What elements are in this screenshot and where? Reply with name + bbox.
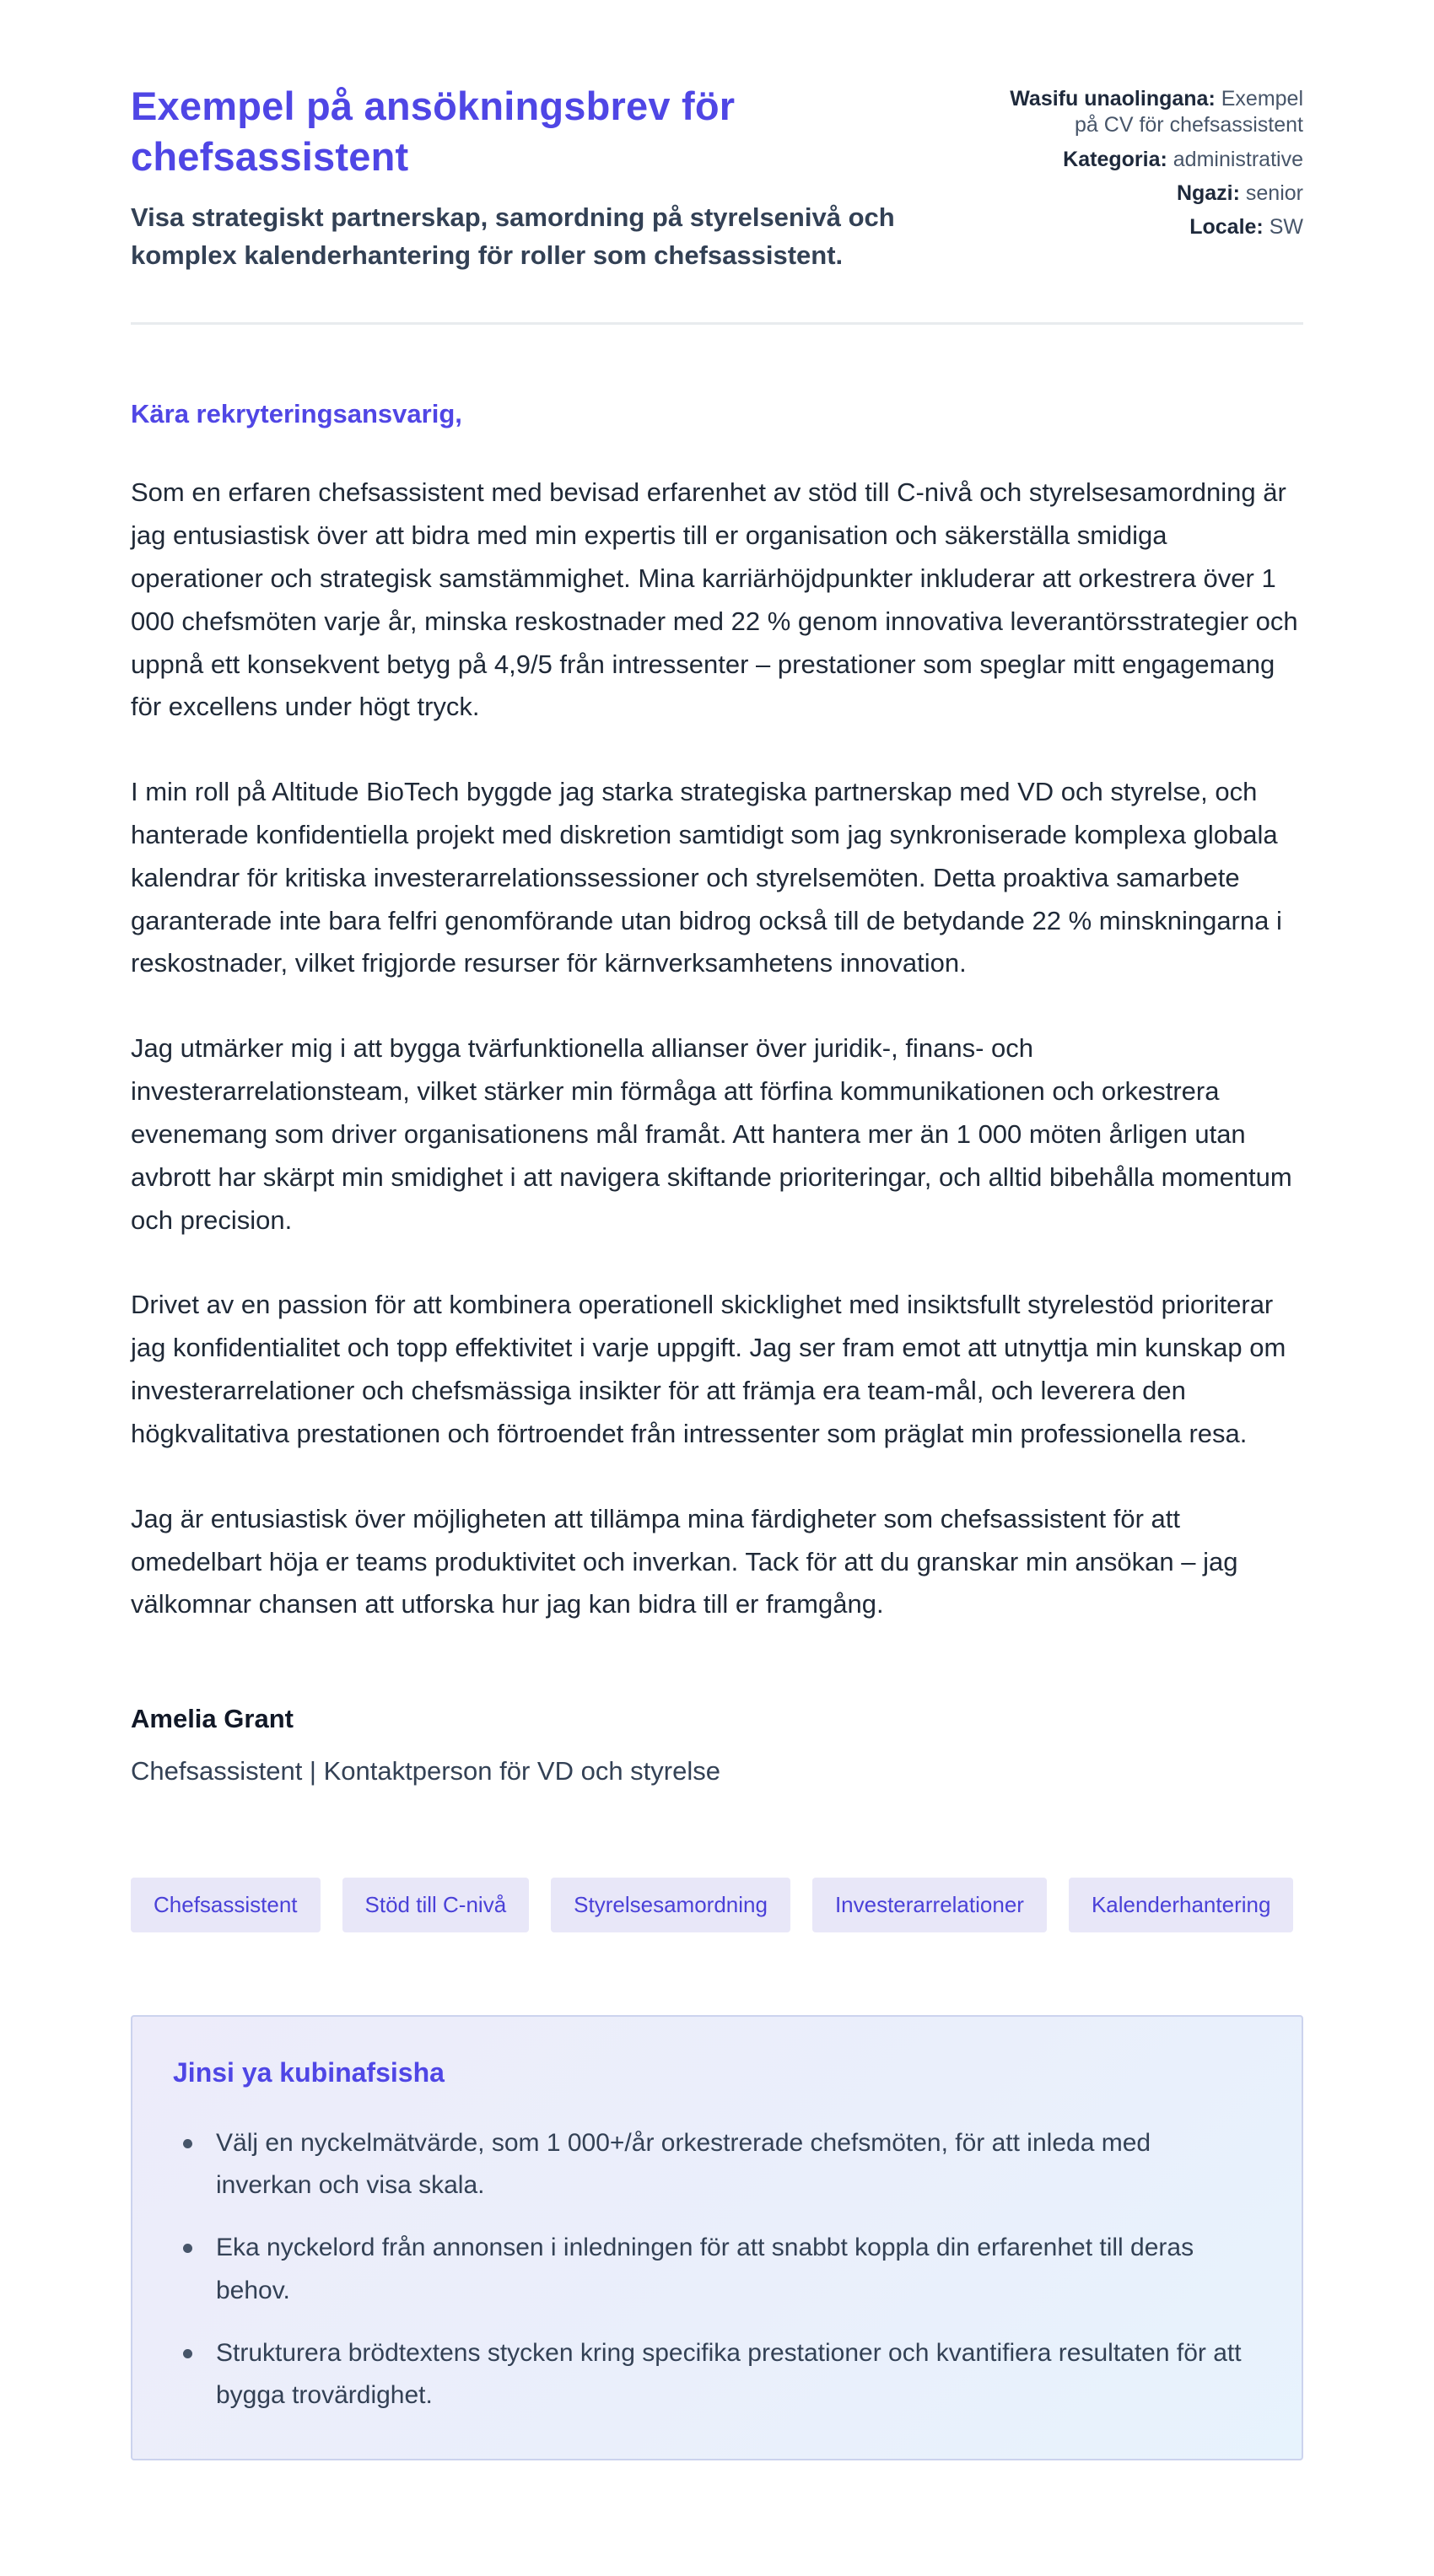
tips-item-2 [173, 2227, 1244, 2311]
tips-list [173, 2122, 1259, 2417]
meta-row-category [1000, 147, 1303, 173]
signature-block [131, 1704, 1303, 1786]
meta-value: administrative [1173, 147, 1303, 171]
page-title: Exempel på ansökningsbrev för chefsassistent [131, 84, 736, 180]
meta-panel [1000, 81, 1303, 248]
tag-pill-investerarrelationer: Investerarrelationer [812, 1878, 1047, 1932]
header-divider [131, 322, 1303, 325]
letter-paragraph-3: Jag utmärker mig i att bygga tvärfunktionella allianser över juridik-, finans- och investerarrelationsteam, vilket stärker min förmåga att förfina kommunikationen och orkestrera evenemang som driver organisationens mål framåt. Att hantera mer än 1 000 möten årligen utan avbrott har skärpt min smidighet i att navigera skiftande prioriteringar, och alltid bibehålla momentum och precision. [131, 1033, 1292, 1235]
page-subtitle: Visa strategiskt partnerskap, samordning på styrelsenivå och komplex kalenderhantering för roller som chefsassistent. [131, 202, 895, 271]
meta-row-matching-resume [1000, 86, 1303, 139]
meta-label: Ngazi: [1176, 181, 1240, 205]
meta-value: senior [1245, 181, 1303, 205]
bullet-dot [183, 2139, 192, 2148]
meta-row-locale [1000, 214, 1303, 240]
meta-label: Wasifu unaolingana: [1010, 87, 1216, 110]
letter-paragraph-2: I min roll på Altitude BioTech byggde jag starka strategiska partnerskap med VD och styrelse, och hanterade konfidentiella projekt med diskretion samtidigt som jag synkroniserade komplexa globala kalendrar för kritiska investerarrelationssessioner och styrelsemöten. Detta proaktiva samarbete garanterade inte bara felfri genomförande utan bidrog också till de betydande 22 % minskningarna i reskostnader, vilket frigjorde resurser för kärnverksamhetens innovation. [131, 777, 1282, 978]
meta-label: Locale: [1189, 215, 1264, 239]
tips-item-text: Eka nyckelord från annonsen i inledningen för att snabbt koppla din erfarenhet till deras behov. [216, 2234, 1194, 2304]
letter-paragraph-5: Jag är entusiastisk över möjligheten att tillämpa mina färdigheter som chefsassistent för att omedelbart höja er teams produktivitet och inverkan. Tack för att du granskar min ansökan – jag välkomnar chansen att utforska hur jag kan bidra till er framgång. [131, 1503, 1238, 1619]
bullet-dot [183, 2349, 192, 2358]
tips-item-text: Strukturera brödtextens stycken kring specifika prestationer och kvantifiera resultaten för att bygga trovärdighet. [216, 2338, 1242, 2409]
tips-card [131, 2015, 1303, 2460]
letter-body [131, 399, 1303, 1786]
tips-heading: Jinsi ya kubinafsisha [173, 2057, 445, 2088]
signature-name: Amelia Grant [131, 1704, 294, 1734]
meta-value: SW [1269, 215, 1303, 239]
tips-item-3 [173, 2332, 1244, 2417]
tag-pill-styrelsesamordning: Styrelsesamordning [551, 1878, 790, 1932]
meta-label: Kategoria: [1063, 147, 1167, 171]
tips-item-1 [173, 2122, 1244, 2207]
bullet-dot [183, 2244, 192, 2253]
tips-item-text: Välj en nyckelmätvärde, som 1 000+/år orkestrerade chefsmöten, för att inleda med inverkan och visa skala. [216, 2129, 1151, 2200]
header-section [131, 81, 1303, 275]
tag-pill-stod-till-c-niva: Stöd till C-nivå [342, 1878, 530, 1932]
letter-paragraph-1: Som en erfaren chefsassistent med bevisad erfarenhet av stöd till C-nivå och styrelsesamordning är jag entusiastisk över att bidra med min expertis till er organisation och säkerställa smidiga operationer och strategisk samstämmighet. Mina karriärhöjdpunkter inkluderar att orkestrera över 1 000 chefsmöten varje år, minska reskostnader med 22 % genom innovativa leverantörsstrategier och uppnå ett konsekvent betyg på 4,9/5 från intressenter – prestationer som speglar mitt engagemang för excellens under högt tryck. [131, 477, 1298, 722]
signature-role: Chefsassistent | Kontaktperson för VD och styrelse [131, 1756, 720, 1786]
letter-paragraph-4: Drivet av en passion för att kombinera operationell skicklighet med insiktsfullt styrelestöd prioriterar jag konfidentialitet och topp effektivitet i varje uppgift. Jag ser fram emot att utnyttja min kunskap om investerarrelationer och chefsmässiga insikter för att främja era team-mål, och leverera den högkvalitativa prestationen och förtroendet från intressenter som präglat min professionella resa. [131, 1290, 1286, 1448]
tag-pill-chefsassistent: Chefsassistent [131, 1878, 321, 1932]
tags-row [131, 1878, 1303, 1932]
meta-value: Exempel på CV för chefsassistent [1075, 87, 1303, 137]
letter-greeting: Kära rekryteringsansvarig, [131, 399, 462, 429]
tag-pill-kalenderhantering: Kalenderhantering [1069, 1878, 1294, 1932]
meta-row-level [1000, 181, 1303, 207]
header-left-column [131, 81, 974, 275]
